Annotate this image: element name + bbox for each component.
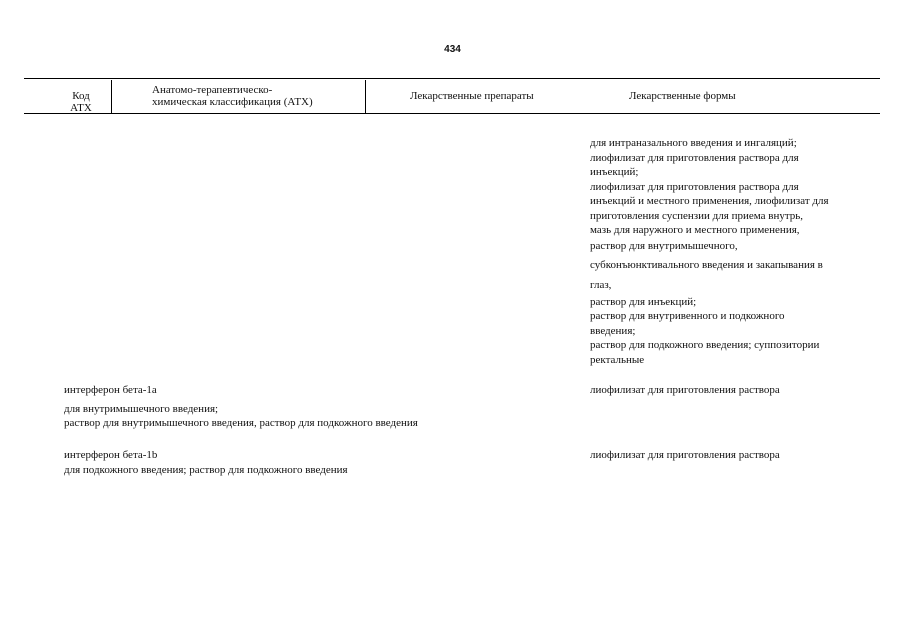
form-line: раствор для инъекций; (590, 295, 697, 308)
header-code-line2: АТХ (70, 102, 92, 114)
drug-form: лиофилизат для приготовления раствора (590, 449, 780, 461)
form-line: лиофилизат для приготовления раствора для (590, 180, 799, 193)
header-classification-cell (152, 84, 313, 108)
form-line: для интраназального введения и ингаляций; (590, 137, 797, 149)
drug-note: раствор для внутримышечного введения, раствор для подкожного введения (64, 417, 418, 429)
form-line: глаз, (590, 278, 612, 291)
form-line: введения; (590, 324, 636, 337)
form-line: ректальные (590, 353, 645, 366)
header-code-cell (60, 90, 102, 114)
header-classification-line2: химическая классификация (АТХ) (152, 96, 313, 108)
header-classification-line1: Анатомо-терапевтическо- (152, 84, 273, 96)
drug-name: интерферон бета-1a (64, 384, 157, 396)
form-line: приготовления суспензии для приема внутрь, (590, 209, 804, 222)
header-forms-cell: Лекарственные формы (629, 90, 736, 102)
form-line: раствор для внутримышечного, (590, 239, 738, 252)
page-number: 434 (444, 44, 461, 55)
header-code-line1: Код (72, 90, 90, 102)
form-line: инъекций и местного применения, лиофилизат для (590, 195, 829, 207)
form-line: субконъюнктивального введения и закапывания в (590, 258, 823, 271)
drug-note: для внутримышечного введения; (64, 403, 219, 415)
form-line: лиофилизат для приготовления раствора для (590, 151, 799, 164)
form-line: раствор для внутривенного и подкожного (590, 310, 785, 322)
form-line: мазь для наружного и местного применения, (590, 224, 800, 236)
continued-forms-list (590, 136, 875, 367)
header-drugs-cell: Лекарственные препараты (410, 90, 534, 102)
table-header-bottom-rule (24, 113, 880, 114)
header-column-separator (111, 80, 112, 113)
drug-note: для подкожного введения; раствор для подкожного введения (64, 464, 348, 476)
form-line: инъекций; (590, 166, 639, 178)
header-column-separator (365, 80, 366, 113)
table-header-top-rule (24, 78, 880, 79)
drug-name: интерферон бета-1b (64, 449, 158, 461)
form-line: раствор для подкожного введения; суппозитории (590, 339, 820, 351)
drug-form: лиофилизат для приготовления раствора (590, 384, 780, 396)
